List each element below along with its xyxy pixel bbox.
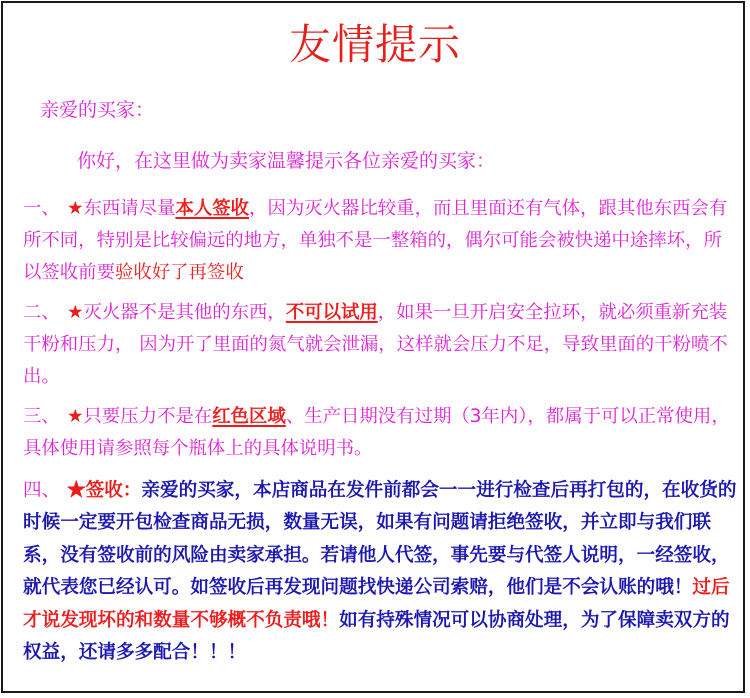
item-text: 亲爱的买家，本店商品在发件前都会一一进行检查后再打包的，在收货的时候一定要开包检查商品无损，数量无误，如果有问题请拒绝签收，并立即与我们联系，没有签收前的风险由卖家承担。若请他人代签，事先要与代签人说明，一经签收，就代表您已经认可。如签收后再发现问题找快递公司索赔，他们是不会认账的哦！: [23, 480, 737, 599]
item-number: 二、: [23, 302, 60, 323]
item-text: 灭火器不是其他的东西，: [83, 302, 286, 323]
item-text: 、生产日期没有过期（3年内），都属于可以正常使用，具体使用请参照每个瓶体上的具体说明书。: [23, 406, 730, 459]
notice-item-1: [23, 193, 739, 289]
star-icon: ★: [67, 302, 84, 323]
emphasis-no-trial: 不可以试用: [285, 302, 378, 323]
emphasis-red-zone: 红色区域: [212, 406, 286, 427]
star-icon: ★: [67, 198, 84, 219]
item-text: ，因为灭火器比较重，而且里面还有气体，跟其他东西会有所不同，特别是比较偏远的地方，单独不是一整箱的，偶尔可能会被快递中途摔坏，所以签收前要: [23, 198, 728, 283]
item-text: 东西请尽量: [83, 198, 176, 219]
star-icon: ★: [67, 480, 86, 501]
notice-item-3: [23, 401, 739, 465]
emphasis-no-responsibility: 过后才说发现坏的和数量不够概不负责哦！: [23, 577, 730, 631]
intro-text: 你好，在这里做为卖家温馨提示各位亲爱的买家：: [77, 150, 496, 172]
star-icon: ★: [67, 406, 84, 427]
notice-item-2: [23, 297, 739, 393]
item-number: 一、: [23, 198, 60, 219]
notice-frame: [1, 1, 745, 693]
page-title: 友情提示: [288, 20, 461, 69]
greeting-text: 亲爱的买家：: [40, 99, 155, 121]
item-number: 三、: [23, 406, 60, 427]
sign-label: 签收：: [85, 480, 142, 501]
item-text: ，如果一旦开启安全拉环，就必须重新充装干粉和压力， 因为开了里面的氮气就会泄漏，这样就会压力不足，导致里面的干粉喷不出。: [23, 302, 728, 387]
emphasis-inspect-before-sign: 验收好了再签收: [114, 262, 244, 283]
item-text: 只要压力不是在: [83, 406, 213, 427]
item-text: 如有持殊情况可以协商处理，为了保障卖双方的权益，还请多多配合！！！: [23, 609, 730, 664]
emphasis-self-sign: 本人签收: [175, 198, 250, 219]
notice-item-4: [23, 475, 739, 669]
item-number: 四、: [23, 480, 61, 501]
